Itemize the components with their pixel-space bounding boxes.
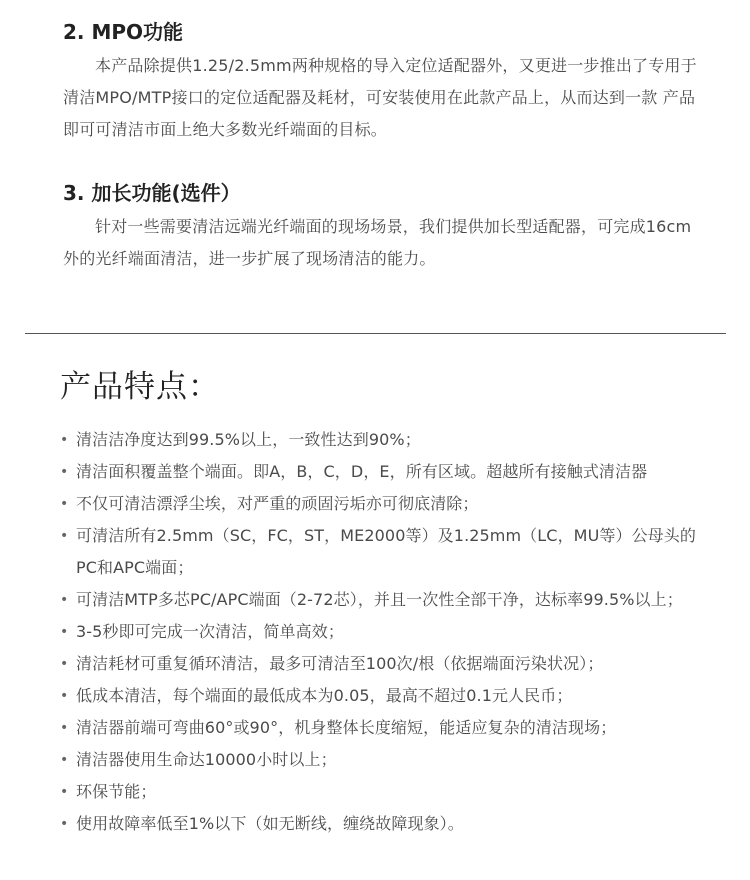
bullet-icon: • [60, 720, 69, 736]
feature-text: 清洁洁净度达到99.5%以上，一致性达到90%； [76, 430, 421, 449]
feature-item [60, 712, 710, 744]
feature-item [60, 424, 710, 456]
feature-item [60, 520, 710, 584]
mpo-paragraph: 本产品除提供1.25/2.5mm两种规格的导入定位适配器外，又更进一步推出了专用于清洁MPO/MTP接口的定位适配器及耗材，可安装使用在此款产品上，从而达到一款 产品即可可清洁市面上绝大多数光纤端面的目标。 [63, 56, 697, 139]
bullet-icon: • [60, 752, 69, 768]
feature-text: 清洁器前端可弯曲60°或90°，机身整体长度缩短，能适应复杂的清洁现场； [76, 718, 617, 737]
bullet-icon: • [60, 624, 69, 640]
features-title: 产品特点： [60, 369, 220, 405]
feature-text: 低成本清洁，每个端面的最低成本为0.05，最高不超过0.1元人民币； [76, 686, 573, 705]
extension-section [63, 179, 703, 275]
feature-item [60, 776, 710, 808]
bullet-icon: • [60, 432, 69, 448]
bullet-icon: • [60, 592, 69, 608]
feature-text: 环保节能； [76, 782, 157, 801]
feature-item [60, 616, 710, 648]
mpo-section [63, 18, 703, 146]
feature-text: 可清洁MTP多芯PC/APC端面（2-72芯），并且一次性全部干净，达标率99.5%以上； [76, 590, 683, 609]
feature-item [60, 456, 710, 488]
feature-item [60, 680, 710, 712]
feature-item [60, 488, 710, 520]
feature-item [60, 648, 710, 680]
extension-heading: 3. 加长功能(选件） [63, 181, 241, 205]
feature-text: 清洁面积覆盖整个端面。即A，B，C，D，E，所有区域。超越所有接触式清洁器 [76, 462, 648, 481]
bullet-icon: • [60, 528, 69, 544]
feature-text: 3-5秒即可完成一次清洁，简单高效； [76, 622, 344, 641]
feature-text: 可清洁所有2.5mm（SC，FC，ST，ME2000等）及1.25mm（LC，MU等）公母头的PC和APC端面； [76, 526, 696, 577]
feature-text: 使用故障率低至1%以下（如无断线，缠绕故障现象）。 [76, 814, 464, 833]
feature-item [60, 744, 710, 776]
feature-text: 不仅可清洁漂浮尘埃，对严重的顽固污垢亦可彻底清除； [76, 494, 479, 513]
bullet-icon: • [60, 464, 69, 480]
bullet-icon: • [60, 688, 69, 704]
features-list [60, 424, 710, 840]
feature-item [60, 808, 710, 840]
feature-text: 清洁器使用生命达10000小时以上； [76, 750, 337, 769]
bullet-icon: • [60, 656, 69, 672]
section-divider [25, 333, 726, 334]
feature-item [60, 584, 710, 616]
extension-paragraph: 针对一些需要清洁远端光纤端面的现场场景，我们提供加长型适配器，可完成16cm外的光纤端面清洁，进一步扩展了现场清洁的能力。 [63, 217, 692, 268]
bullet-icon: • [60, 816, 69, 832]
bullet-icon: • [60, 784, 69, 800]
feature-text: 清洁耗材可重复循环清洁，最多可清洁至100次/根（依据端面污染状况）； [76, 654, 604, 673]
bullet-icon: • [60, 496, 69, 512]
mpo-heading: 2. MPO功能 [63, 20, 184, 44]
